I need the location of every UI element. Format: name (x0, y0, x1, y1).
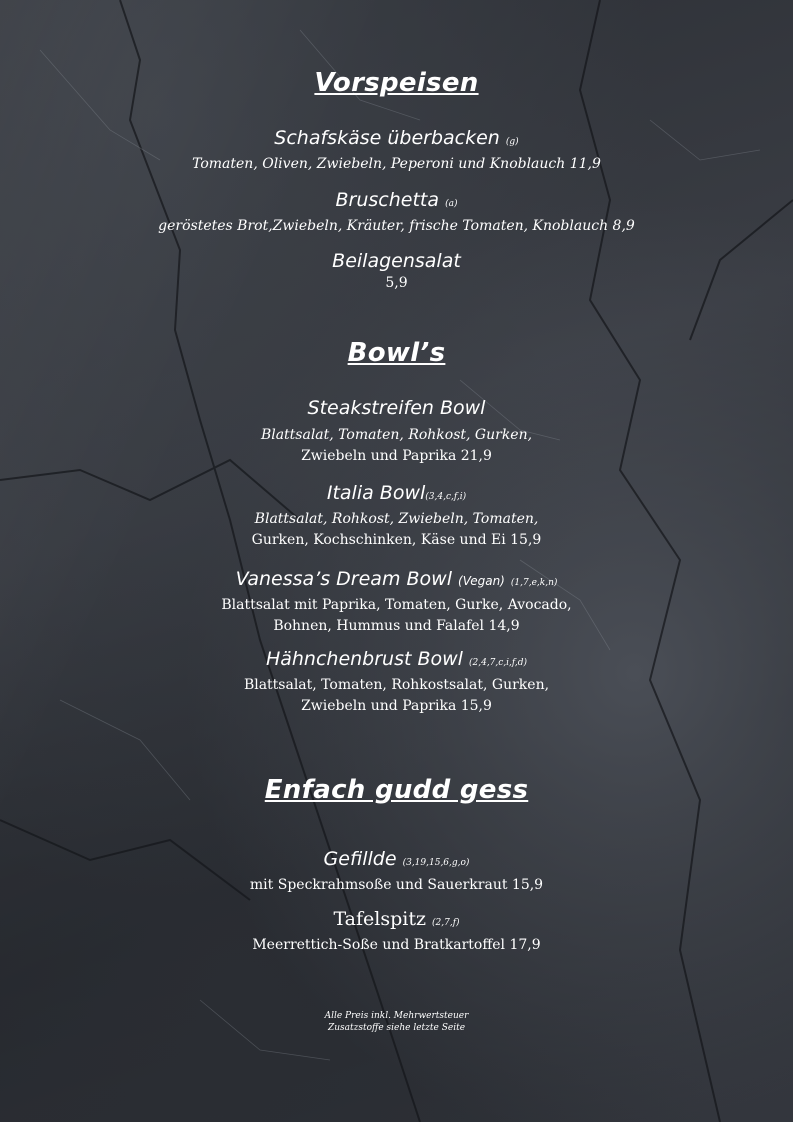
item-name: Bruschetta (a) (335, 189, 458, 211)
item-description: Blattsalat, Tomaten, Rohkost, Gurken, (260, 427, 533, 443)
item-name: Hähnchenbrust Bowl (2,4,7,c,i,f,d) (265, 648, 528, 670)
menu-item-italia-bowl (0, 481, 793, 551)
footer-additives-note: Zusatzstoffe siehe letzte Seite (327, 1023, 466, 1033)
footer-notes (0, 1010, 793, 1034)
item-name: Gefillde (3,19,15,6,g,o) (323, 848, 470, 870)
item-description: Meerrettich-Soße und Bratkartoffel 17,9 (252, 937, 541, 953)
item-description: mit Speckrahmsoße und Sauerkraut 15,9 (249, 877, 544, 893)
allergen-codes: (g) (505, 137, 519, 147)
item-name: Schafskäse überbacken (g) (274, 127, 519, 149)
menu-item-haehnchenbrust-bowl (0, 647, 793, 717)
section-title-enfach-gudd-gess: Enfach gudd gess (264, 775, 529, 805)
item-description: Blattsalat, Rohkost, Zwiebeln, Tomaten, (254, 511, 539, 527)
allergen-codes: (3,4,c,f,i) (425, 492, 467, 502)
item-description: Blattsalat, Tomaten, Rohkostsalat, Gurken, (243, 677, 550, 693)
vegan-tag: (Vegan) (458, 574, 505, 588)
menu-item-beilagensalat (0, 249, 793, 294)
item-description: Zwiebeln und Paprika 21,9 (301, 448, 492, 464)
allergen-codes: (1,7,e,k,n) (510, 578, 558, 588)
footer-vat-note: Alle Preis inkl. Mehrwertsteuer (324, 1011, 469, 1021)
item-description: Bohnen, Hummus und Falafel 14,9 (273, 618, 520, 634)
allergen-codes: (2,7,f) (432, 918, 460, 928)
item-description: Zwiebeln und Paprika 15,9 (301, 698, 492, 714)
item-name: Italia Bowl(3,4,c,f,i) (326, 482, 467, 504)
menu-item-gefillde (0, 847, 793, 896)
menu-item-schafskaese (0, 126, 793, 175)
menu-item-tafelspitz (0, 907, 793, 956)
item-name: Beilagensalat (332, 250, 461, 272)
item-name: Tafelspitz (2,7,f) (333, 908, 460, 930)
item-description: Blattsalat mit Paprika, Tomaten, Gurke, Avocado, (221, 597, 572, 613)
item-description: Tomaten, Oliven, Zwiebeln, Peperoni und Knoblauch 11,9 (192, 156, 601, 172)
menu-item-vanessas-dream-bowl (0, 567, 793, 637)
item-description: Gurken, Kochschinken, Käse und Ei 15,9 (251, 532, 542, 548)
item-name: Vanessa’s Dream Bowl (Vegan) (1,7,e,k,n) (235, 568, 558, 590)
section-title-vorspeisen: Vorspeisen (314, 68, 479, 98)
item-name: Steakstreifen Bowl (307, 397, 486, 419)
menu-item-bruschetta (0, 188, 793, 237)
menu-item-steakstreifen-bowl (0, 396, 793, 467)
allergen-codes: (3,19,15,6,g,o) (402, 858, 470, 868)
section-title-bowls: Bowl’s (347, 338, 446, 368)
allergen-codes: (2,4,7,c,i,f,d) (469, 658, 528, 668)
allergen-codes: (a) (445, 199, 458, 209)
item-price: 5,9 (385, 275, 408, 291)
item-description: geröstetes Brot,Zwiebeln, Kräuter, frische Tomaten, Knoblauch 8,9 (158, 218, 635, 234)
